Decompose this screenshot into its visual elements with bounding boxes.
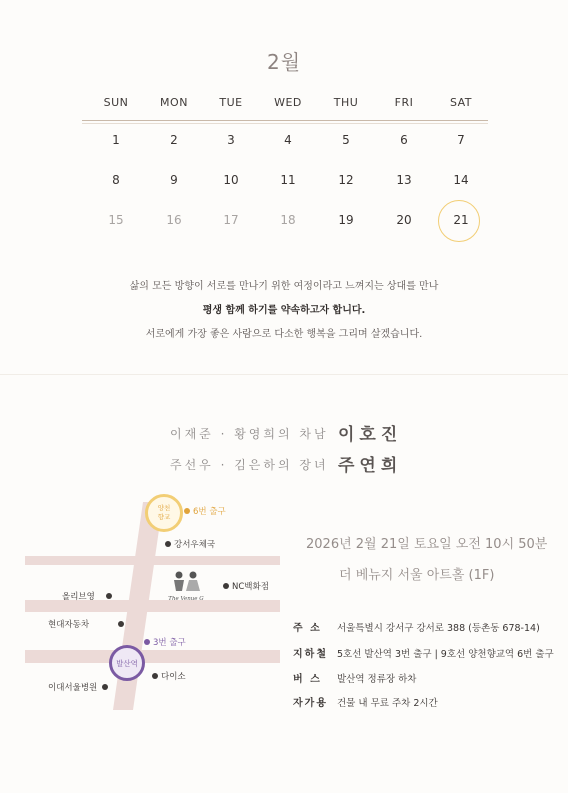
hospital-label: 이대서울병원 [48, 683, 98, 693]
weekday-sat: SAT [449, 96, 473, 109]
event-datetime: 2026년 2월 21일 토요일 오전 10시 50분 [306, 537, 548, 552]
exit-3-label: 3번 출구 [153, 638, 186, 648]
couple-icon [165, 570, 207, 592]
weekday-sun: SUN [103, 96, 129, 109]
exit-6-dot [184, 508, 190, 514]
calendar-day[interactable]: 13 [396, 173, 412, 187]
calendar-day[interactable]: 8 [112, 173, 120, 187]
detail-label-address: 주 소 [293, 623, 322, 634]
calendar-day[interactable]: 10 [223, 173, 239, 187]
calendar-day[interactable]: 3 [227, 133, 235, 147]
calendar-day[interactable]: 14 [453, 173, 469, 187]
calendar-day[interactable]: 6 [400, 133, 408, 147]
calendar-day[interactable]: 4 [284, 133, 292, 147]
message-line-1: 삶의 모든 방향이 서로를 만나기 위한 여정이라고 느껴지는 상대를 만나 [129, 281, 439, 292]
venue-logo[interactable] [165, 570, 207, 602]
hospital-dot [102, 684, 108, 690]
road-horizontal-bottom [25, 650, 280, 663]
weekday-fri: FRI [394, 96, 414, 109]
weekday-mon: MON [160, 96, 188, 109]
detail-value-bus: 발산역 정류장 하차 [337, 674, 417, 685]
calendar-day[interactable]: 2 [170, 133, 178, 147]
calendar-day[interactable]: 20 [396, 213, 412, 227]
olive-young-dot [106, 593, 112, 599]
detail-label-car: 자가용 [293, 698, 328, 709]
calendar-divider [82, 120, 488, 121]
detail-label-subway: 지하철 [293, 649, 328, 660]
detail-label-bus: 버 스 [293, 674, 322, 685]
calendar-month: 2월 [266, 50, 302, 74]
groom-name: 이호진 [338, 425, 403, 445]
detail-value-subway: 5호선 발산역 3번 출구 | 9호선 양천향교역 6번 출구 [337, 649, 554, 660]
location-map[interactable] [25, 490, 285, 715]
road-horizontal-top [25, 556, 280, 565]
wedding-day-circle [438, 200, 480, 242]
gangseo-office-dot [165, 541, 171, 547]
calendar-day[interactable]: 21 [453, 213, 469, 227]
section-divider [0, 374, 568, 375]
message-line-3: 서로에게 가장 좋은 사람으로 다소한 행복을 그리며 살겠습니다. [145, 329, 423, 340]
groom-parents: 이재준 · 황영희의 차남 [170, 427, 329, 441]
calendar-day[interactable]: 18 [280, 213, 296, 227]
calendar-day[interactable]: 7 [457, 133, 465, 147]
calendar-day[interactable]: 15 [108, 213, 124, 227]
calendar-day[interactable]: 17 [223, 213, 239, 227]
calendar-day[interactable]: 5 [342, 133, 350, 147]
calendar-divider-secondary [82, 123, 488, 124]
weekday-thu: THU [333, 96, 359, 109]
bride-name: 주연희 [338, 456, 403, 476]
detail-value-address: 서울특별시 강서구 강서로 388 (등촌동 678-14) [337, 623, 540, 634]
calendar-day[interactable]: 1 [112, 133, 120, 147]
detail-value-car: 건물 내 무료 주차 2시간 [337, 698, 438, 709]
calendar-day[interactable]: 9 [170, 173, 178, 187]
venue-logo-text: The Venue G [168, 596, 204, 602]
exit-3-dot [144, 639, 150, 645]
exit-6-label: 6번 출구 [193, 507, 226, 517]
weekday-tue: TUE [219, 96, 243, 109]
bride-parents: 주선우 · 김은하의 장녀 [170, 458, 329, 472]
calendar-day[interactable]: 12 [338, 173, 354, 187]
hyundai-label: 현대자동차 [48, 620, 90, 630]
olive-young-label: 올리브영 [62, 592, 95, 602]
gangseo-office-label: 강서우체국 [174, 540, 216, 550]
weekday-wed: WED [274, 96, 302, 109]
event-venue: 더 베뉴지 서울 아트홀 (1F) [339, 568, 495, 583]
hyundai-dot [118, 621, 124, 627]
daiso-label: 다이소 [161, 672, 186, 682]
calendar-day[interactable]: 11 [280, 173, 296, 187]
station-top-marker: 양천 향교 [145, 494, 183, 532]
daiso-dot [152, 673, 158, 679]
calendar-day[interactable]: 19 [338, 213, 354, 227]
nc-dept-label: NC백화점 [232, 582, 269, 592]
calendar-day[interactable]: 16 [166, 213, 182, 227]
nc-dept-dot [223, 583, 229, 589]
station-bottom-marker: 발산역 [109, 645, 145, 681]
message-line-2: 평생 함께 하기를 약속하고자 합니다. [202, 305, 366, 316]
